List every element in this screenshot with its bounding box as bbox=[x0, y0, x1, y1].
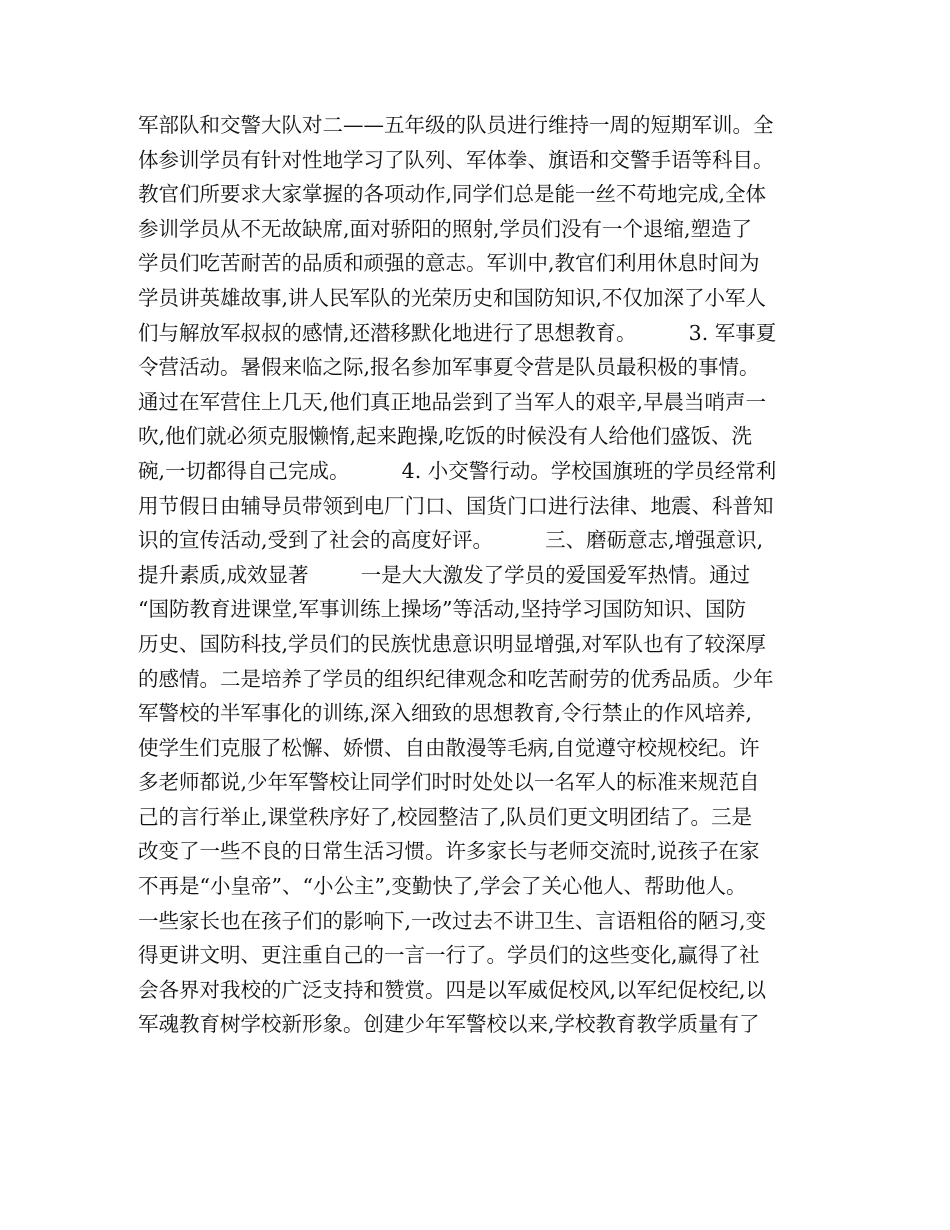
text-line: 用节假日由辅导员带领到电厂门口、国货门口进行法律、地震、科普知 bbox=[138, 493, 774, 518]
text-line: 的感情。二是培养了学员的组织纪律观念和吃苦耐劳的优秀品质。少年 bbox=[138, 666, 774, 691]
text-line: 军魂教育树学校新形象。创建少年军警校以来,学校教育教学质量有了 bbox=[138, 1012, 760, 1037]
text-line: 得更讲文明、更注重自己的一言一行了。学员们的这些变化,赢得了社 bbox=[138, 943, 760, 968]
text-line: 历史、国防科技,学员们的民族忧患意识明显增强,对军队也有了较深厚 bbox=[138, 631, 767, 656]
text-line: 不再是“小皇帝”、“小公主”,变勤快了,学会了关心他人、帮助他人。 bbox=[138, 874, 747, 899]
text-line: “国防教育进课堂,军事训练上操场”等活动,坚持学习国防知识、国防 bbox=[138, 597, 746, 622]
text-line: 军警校的半军事化的训练,深入细致的思想教育,令行禁止的作风培养, bbox=[138, 701, 753, 726]
text-line: 碗,一切都得自己完成。 4. 小交警行动。学校国旗班的学员经常利 bbox=[138, 458, 777, 483]
text-line: 教官们所要求大家掌握的各项动作,同学们总是能一丝不苟地完成,全体 bbox=[138, 182, 767, 207]
text-line: 军部队和交警大队对二——五年级的队员进行维持一周的短期军训。全 bbox=[138, 113, 774, 137]
text-line: 参训学员从不无故缺席,面对骄阳的照射,学员们没有一个退缩,塑造了 bbox=[138, 216, 753, 241]
text-line: 吹,他们就必须克服懒惰,起来跑操,吃饭的时候没有人给他们盛饭、洗 bbox=[138, 424, 753, 449]
text-line: 使学生们克服了松懈、娇惯、自由散漫等毛病,自觉遵守校规校纪。许 bbox=[138, 735, 760, 760]
text-line: 学员讲英雄故事,讲人民军队的光荣历史和国防知识,不仅加深了小军人 bbox=[138, 285, 767, 310]
text-line: 提升素质,成效显著 一是大大激发了学员的爱国爱军热情。通过 bbox=[138, 562, 751, 587]
text-line: 通过在军营住上几天,他们真正地品尝到了当军人的艰辛,早晨当哨声一 bbox=[138, 389, 767, 414]
text-line: 改变了一些不良的日常生活习惯。许多家长与老师交流时,说孩子在家 bbox=[138, 839, 760, 864]
text-line: 一些家长也在孩子们的影响下,一改过去不讲卫生、言语粗俗的陋习,变 bbox=[138, 908, 767, 933]
body-text bbox=[138, 108, 828, 1042]
text-line: 学员们吃苦耐苦的品质和顽强的意志。军训中,教官们利用休息时间为 bbox=[138, 251, 760, 276]
text-line: 识的宣传活动,受到了社会的高度好评。 三、磨砺意志,增强意识, bbox=[138, 528, 764, 553]
text-line: 们与解放军叔叔的感情,还潜移默化地进行了思想教育。 3. 军事夏 bbox=[138, 320, 777, 345]
text-line: 己的言行举止,课堂秩序好了,校园整洁了,队员们更文明团结了。三是 bbox=[138, 804, 753, 829]
text-line: 体参训学员有针对性地学习了队列、军体拳、旗语和交警手语等科目。 bbox=[138, 147, 774, 172]
text-line: 令营活动。暑假来临之际,报名参加军事夏令营是队员最积极的事情。 bbox=[138, 355, 760, 380]
text-line: 多老师都说,少年军警校让同学们时时处处以一名军人的标准来规范自 bbox=[138, 770, 760, 795]
text-line: 会各界对我校的广泛支持和赞赏。四是以军威促校风,以军纪促校纪,以 bbox=[138, 977, 767, 1002]
